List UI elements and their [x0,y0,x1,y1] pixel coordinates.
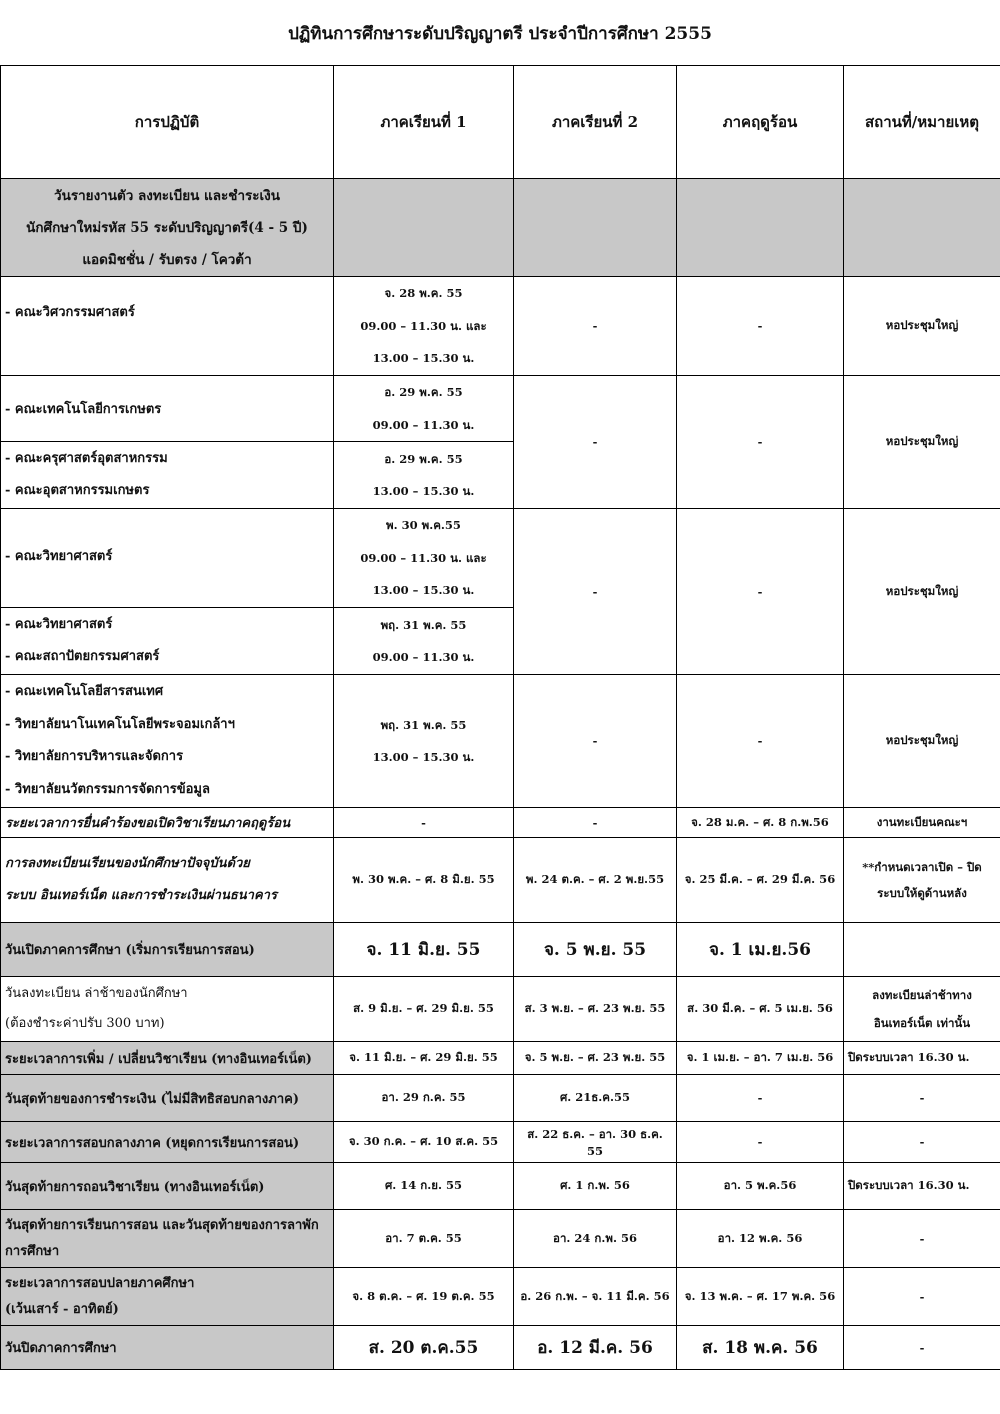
table-row [1,923,1000,977]
activity-cell: วันสุดท้ายของการชำระเงิน (ไม่มีสิทธิสอบกลางภาค) [1,1075,334,1122]
note-cell [844,838,1000,923]
note-cell [844,923,1000,977]
summer-cell: จ. 1 เม.ย. – อา. 7 เม.ย. 56 [677,1042,844,1075]
note-cell: งานทะเบียนคณะฯ [844,808,1000,838]
sem1-cell: จ. 8 ต.ค. – ศ. 19 ต.ค. 55 [334,1268,514,1326]
table-row [1,838,1000,923]
note-line: **กำหนดเวลาเปิด – ปิด [862,860,982,874]
summer-cell: จ. 1 เม.ย.56 [677,923,844,977]
faculty-cell: - คณะวิศวกรรมศาสตร์ [1,277,334,376]
activity-line: ระบบ อินเทอร์เน็ต และการชำระเงินผ่านธนาคาร [5,888,277,903]
place-cell: หอประชุมใหญ่ [844,509,1000,675]
sem1-cell [334,675,514,808]
faculty-line: - คณะวิทยาศาสตร์ [5,616,113,632]
activity-line: การศึกษา [5,1243,60,1259]
table-row [1,1326,1000,1370]
summer-cell: อา. 12 พ.ค. 56 [677,1210,844,1268]
summer-cell: จ. 28 ม.ค. – ศ. 8 ก.พ.56 [677,808,844,838]
sem2-cell: ส. 3 พ.ย. – ศ. 23 พ.ย. 55 [514,977,677,1042]
activity-line: ระยะเวลาการสอบปลายภาคศึกษา [5,1275,195,1291]
sem2-cell: จ. 5 พ.ย. – ศ. 23 พ.ย. 55 [514,1042,677,1075]
sem1-cell: - [334,808,514,838]
sem2-cell: อา. 24 ก.พ. 56 [514,1210,677,1268]
sem1-cell [334,608,514,675]
faculty-cell: - คณะเทคโนโลยีการเกษตร [1,376,334,442]
table-row [1,675,1000,808]
sem1-cell [334,277,514,376]
note-cell [844,977,1000,1042]
section-line: แอดมิชชั่น / รับตรง / โควต้า [82,251,252,268]
table-row [1,977,1000,1042]
time-line: 09.00 – 11.30 น. [372,650,475,664]
date-line: อ. 29 พ.ค. 55 [384,385,463,399]
page-title: ปฏิทินการศึกษาระดับปริญญาตรี ประจำปีการศึกษา 2555 [288,24,712,44]
table-row [1,1163,1000,1210]
activity-cell: วันสุดท้ายการถอนวิชาเรียน (ทางอินเทอร์เน็ต) [1,1163,334,1210]
header-activity: การปฏิบัติ [1,66,334,179]
sem1-cell: ศ. 14 ก.ย. 55 [334,1163,514,1210]
note-cell: - [844,1268,1000,1326]
activity-cell [1,838,334,923]
table-row [1,509,1000,608]
date-line: จ. 28 พ.ค. 55 [384,286,463,301]
activity-cell: ระยะเวลาการเพิ่ม / เปลี่ยนวิชาเรียน (ทางอินเทอร์เน็ต) [1,1042,334,1075]
faculty-cell [1,608,334,675]
sem2-cell: ส. 22 ธ.ค. – อา. 30 ธ.ค. 55 [514,1122,677,1163]
activity-cell [1,977,334,1042]
faculty-line: - วิทยาลัยการบริหารและจัดการ [5,749,184,764]
table-row [1,1210,1000,1268]
sem2-cell: จ. 5 พ.ย. 55 [514,923,677,977]
time-line: 09.00 – 11.30 น. และ [360,550,487,565]
note-line: อินเทอร์เน็ต เท่านั้น [873,1016,971,1030]
table-row [1,376,1000,442]
activity-cell: ระยะเวลาการยื่นคำร้องขอเปิดวิชาเรียนภาคฤดูร้อน [1,808,334,838]
sem2-cell: ศ. 1 ก.พ. 56 [514,1163,677,1210]
summer-cell: จ. 13 พ.ค. – ศ. 17 พ.ค. 56 [677,1268,844,1326]
activity-cell: วันปิดภาคการศึกษา [1,1326,334,1370]
section-empty-cell [677,179,844,277]
sem1-cell: อา. 29 ก.ค. 55 [334,1075,514,1122]
section-empty-cell [514,179,677,277]
activity-line: วันลงทะเบียน ล่าช้าของนักศึกษา [5,986,188,1001]
section-empty-cell [334,179,514,277]
place-cell: หอประชุมใหญ่ [844,376,1000,509]
time-line: 13.00 – 15.30 น. [372,484,475,498]
faculty-line: - วิทยาลัยนาโนเทคโนโลยีพระจอมเกล้าฯ [5,716,235,732]
faculty-line: - คณะเทคโนโลยีสารสนเทศ [5,684,164,699]
table-row [1,1042,1000,1075]
sem1-cell: จ. 30 ก.ค. – ศ. 10 ส.ค. 55 [334,1122,514,1163]
summer-cell: ส. 30 มี.ค. – ศ. 5 เม.ย. 56 [677,977,844,1042]
date-line: อ. 29 พ.ค. 55 [384,451,463,466]
section-row-registration [1,179,1000,277]
header-location-note: สถานที่/หมายเหตุ [844,66,1000,179]
summer-cell: ส. 18 พ.ค. 56 [677,1326,844,1370]
time-line: 09.00 – 11.30 น. และ [360,318,487,333]
summer-cell: - [677,277,844,376]
activity-cell: วันเปิดภาคการศึกษา (เริ่มการเรียนการสอน) [1,923,334,977]
sem2-cell: อ. 12 มี.ค. 56 [514,1326,677,1370]
header-row [1,66,1000,179]
date-line: พฤ. 31 พ.ค. 55 [380,717,467,732]
note-cell: ปิดระบบเวลา 16.30 น. [844,1042,1000,1075]
table-row [1,808,1000,838]
section-line: นักศึกษาใหม่รหัส 55 ระดับปริญญาตรี(4 - 5 ปี) [26,219,308,236]
note-line: ลงทะเบียนล่าช้าทาง [872,988,972,1002]
sem1-cell: จ. 11 มิ.ย. 55 [334,923,514,977]
table-row [1,1122,1000,1163]
date-line: พ. 30 พ.ค.55 [386,518,461,533]
note-cell: - [844,1210,1000,1268]
sem1-cell: จ. 11 มิ.ย. – ศ. 29 มิ.ย. 55 [334,1042,514,1075]
sem2-cell: - [514,376,677,509]
sem1-cell: พ. 30 พ.ค. – ศ. 8 มิ.ย. 55 [334,838,514,923]
place-cell: หอประชุมใหญ่ [844,675,1000,808]
faculty-line: - วิทยาลัยนวัตกรรมการจัดการข้อมูล [5,781,210,797]
summer-cell: - [677,1075,844,1122]
activity-cell [1,1210,334,1268]
sem2-cell: ศ. 21ธ.ค.55 [514,1075,677,1122]
note-cell: - [844,1075,1000,1122]
sem1-cell [334,442,514,509]
activity-cell [1,1268,334,1326]
faculty-line: - คณะสถาปัตยกรรมศาสตร์ [5,649,160,664]
sem2-cell: อ. 26 ก.พ. – จ. 11 มี.ค. 56 [514,1268,677,1326]
sem1-cell: ส. 9 มิ.ย. – ศ. 29 มิ.ย. 55 [334,977,514,1042]
activity-line: (เว้นเสาร์ - อาทิตย์) [5,1301,119,1317]
sem2-cell: - [514,808,677,838]
summer-cell: - [677,376,844,509]
sem1-cell [334,376,514,442]
time-line: 13.00 – 15.30 น. [372,583,475,598]
table-row [1,1075,1000,1122]
summer-cell: - [677,509,844,675]
header-summer: ภาคฤดูร้อน [677,66,844,179]
activity-cell: ระยะเวลาการสอบกลางภาค (หยุดการเรียนการสอน) [1,1122,334,1163]
activity-line: วันสุดท้ายการเรียนการสอน และวันสุดท้ายของการลาพัก [5,1217,319,1233]
faculty-cell: - คณะวิทยาศาสตร์ [1,509,334,608]
note-cell: ปิดระบบเวลา 16.30 น. [844,1163,1000,1210]
faculty-cell [1,442,334,509]
time-line: 09.00 – 11.30 น. [372,417,475,432]
place-cell: หอประชุมใหญ่ [844,277,1000,376]
date-line: พฤ. 31 พ.ค. 55 [380,617,467,632]
sem1-cell: อา. 7 ต.ค. 55 [334,1210,514,1268]
time-line: 13.00 – 15.30 น. [372,351,475,366]
summer-cell: จ. 25 มี.ค. – ศ. 29 มี.ค. 56 [677,838,844,923]
activity-line: (ต้องชำระค่าปรับ 300 บาท) [5,1016,165,1031]
section-title-cell [1,179,334,277]
note-cell: - [844,1326,1000,1370]
academic-calendar-table [0,65,1000,1370]
section-line: วันรายงานตัว ลงทะเบียน และชำระเงิน [54,187,280,204]
summer-cell: - [677,675,844,808]
faculty-cell [1,675,334,808]
table-row [1,1268,1000,1326]
sem2-cell: - [514,675,677,808]
time-line: 13.00 – 15.30 น. [372,750,475,764]
faculty-line: - คณะอุตสาหกรรมเกษตร [5,483,150,498]
sem1-cell: ส. 20 ต.ค.55 [334,1326,514,1370]
sem2-cell: - [514,277,677,376]
section-empty-cell [844,179,1000,277]
summer-cell: - [677,1122,844,1163]
header-semester-1: ภาคเรียนที่ 1 [334,66,514,179]
note-line: ระบบให้ดูด้านหลัง [877,886,967,900]
table-row [1,277,1000,376]
sem2-cell: พ. 24 ต.ค. – ศ. 2 พ.ย.55 [514,838,677,923]
activity-line: การลงทะเบียนเรียนของนักศึกษาปัจจุบันด้วย [5,855,250,871]
summer-cell: อา. 5 พ.ค.56 [677,1163,844,1210]
faculty-line: - คณะครุศาสตร์อุตสาหกรรม [5,450,168,466]
note-cell: - [844,1122,1000,1163]
header-semester-2: ภาคเรียนที่ 2 [514,66,677,179]
sem2-cell: - [514,509,677,675]
sem1-cell [334,509,514,608]
